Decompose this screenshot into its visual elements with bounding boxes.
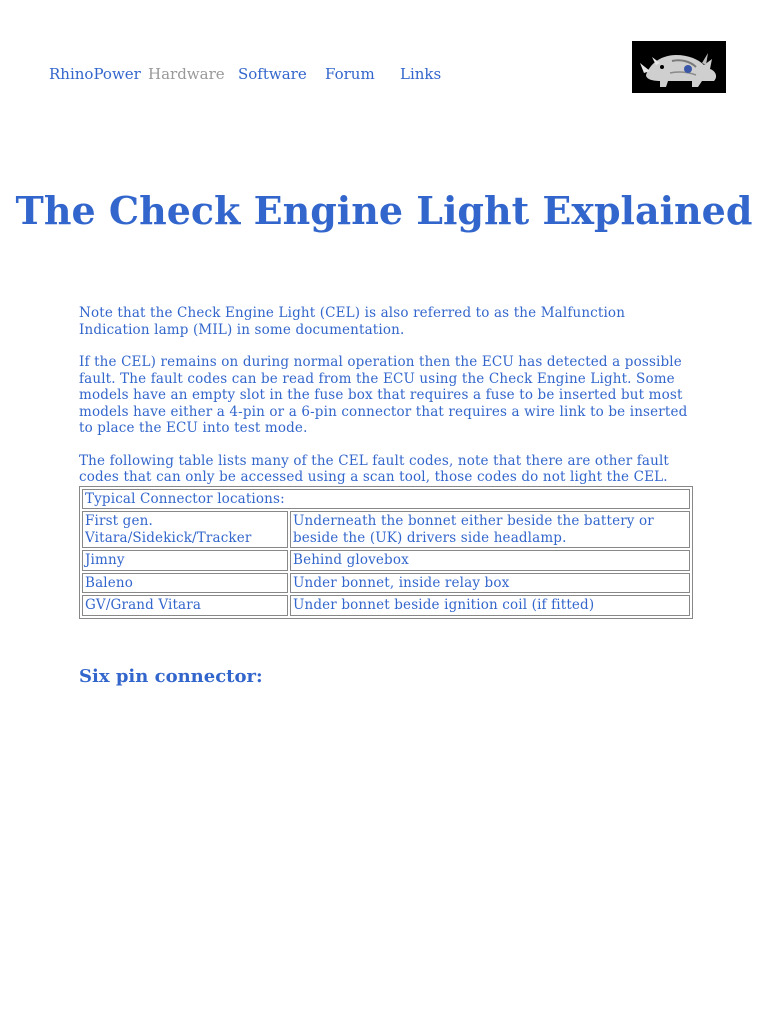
model-cell: GV/Grand Vitara bbox=[82, 595, 288, 616]
table-row bbox=[82, 550, 690, 571]
location-cell: Under bonnet beside ignition coil (if fitted) bbox=[290, 595, 690, 616]
page-title: The Check Engine Light Explained bbox=[15, 188, 753, 233]
intro-paragraph: Note that the Check Engine Light (CEL) is also referred to as the Malfunction Indication lamp (MIL) in some documentation. bbox=[79, 305, 626, 338]
cel-paragraph: If the CEL) remains on during normal operation then the ECU has detected a possible fault. The fault codes can be read from the ECU using the Check Engine Light. Some models have an empty slot in the fuse box that requires a fuse to be inserted but most models have either a 4-pin or a 6-pin connector that requires a wire link to be inserted to place the ECU into test mode. bbox=[79, 354, 688, 436]
main-content bbox=[79, 305, 693, 619]
rhino-logo-icon[interactable] bbox=[632, 41, 726, 93]
nav-link-rhinopower[interactable]: RhinoPower bbox=[49, 65, 141, 83]
nav-link-software[interactable]: Software bbox=[238, 65, 307, 83]
rhino-logo-graphic bbox=[632, 41, 726, 93]
six-pin-connector-heading: Six pin connector: bbox=[79, 666, 263, 687]
table-row bbox=[82, 595, 690, 616]
table-row bbox=[82, 573, 690, 594]
table-row bbox=[82, 511, 690, 548]
location-cell: Under bonnet, inside relay box bbox=[290, 573, 690, 594]
model-cell: First gen. Vitara/Sidekick/Tracker bbox=[82, 511, 288, 548]
table-intro-paragraph: The following table lists many of the CEL fault codes, note that there are other fault codes that can only be accessed using a scan tool, those codes do not light the CEL. bbox=[79, 452, 670, 485]
nav-link-forum[interactable]: Forum bbox=[325, 65, 375, 83]
nav-link-links[interactable]: Links bbox=[400, 65, 442, 83]
table-header-row bbox=[82, 489, 690, 510]
location-cell: Underneath the bonnet either beside the battery or beside the (UK) drivers side headlamp. bbox=[290, 511, 690, 548]
connector-locations-table bbox=[79, 486, 693, 619]
model-cell: Baleno bbox=[82, 573, 288, 594]
location-cell: Behind glovebox bbox=[290, 550, 690, 571]
table-header-cell: Typical Connector locations: bbox=[82, 489, 690, 510]
model-cell: Jimny bbox=[82, 550, 288, 571]
nav-link-hardware[interactable]: Hardware bbox=[148, 65, 225, 83]
